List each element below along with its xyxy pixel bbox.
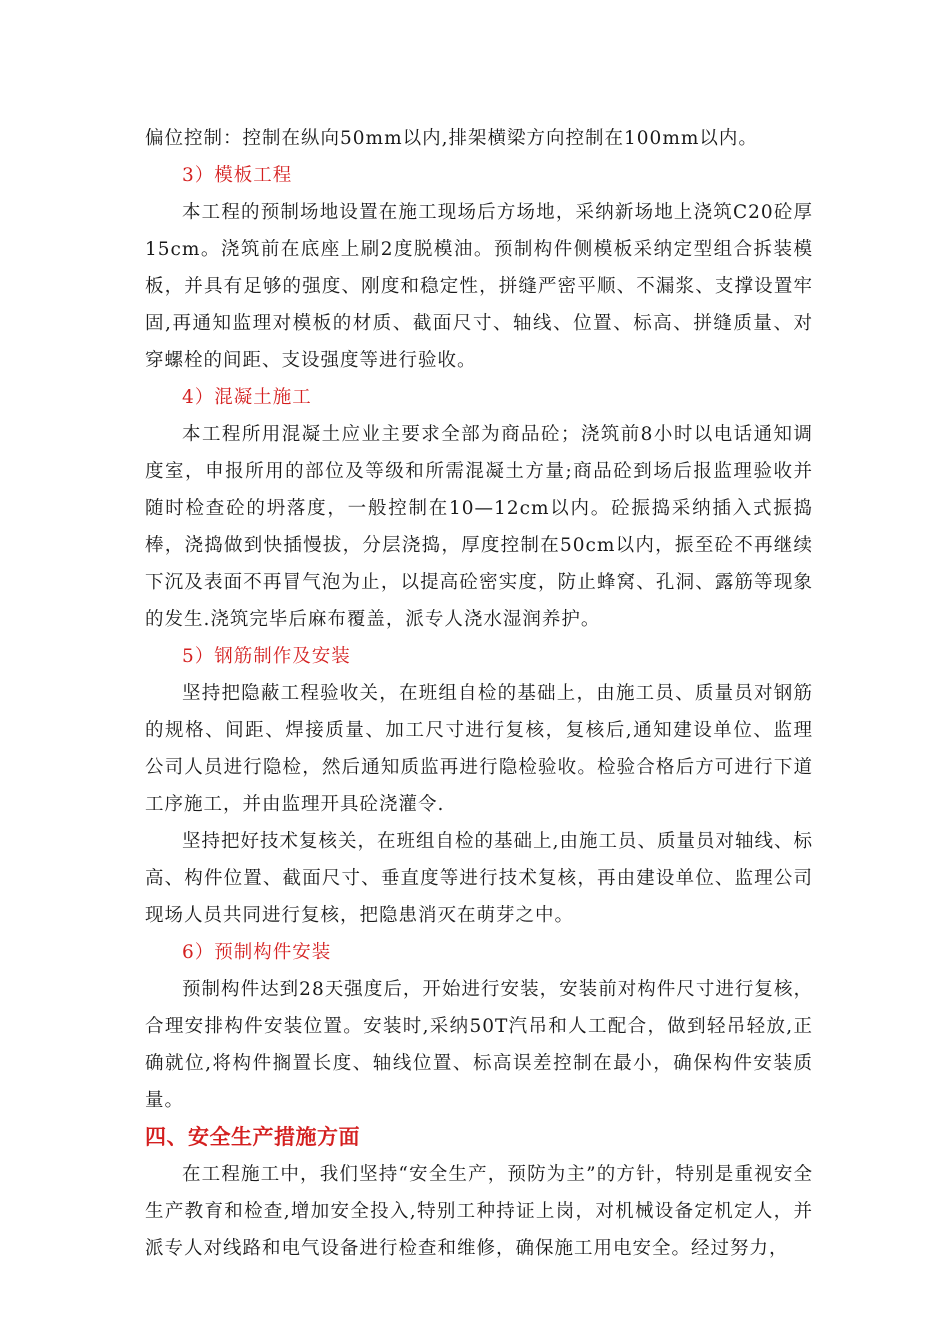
subheading-precast-install: 6）预制构件安装 — [182, 942, 332, 963]
intro-paragraph: 偏位控制：控制在纵向50mm以内,排架横梁方向控制在100mm以内。 — [145, 128, 758, 149]
rebar-paragraph-1: 坚持把隐蔽工程验收关，在班组自检的基础上，由施工员、质量员对钢筋的规格、间距、焊接质量、加工尺寸进行复核，复核后,通知建设单位、监理公司人员进行隐检，然后通知质监再进行隐检验收。检验合格后方可进行下道工序施工，并由监理开具砼浇灌令. — [145, 683, 813, 815]
formwork-paragraph: 本工程的预制场地设置在施工现场后方场地，采纳新场地上浇筑C20砼厚15cm。浇筑前在底座上刷2度脱模油。预制构件侧模板采纳定型组合拆装模板，并具有足够的强度、刚度和稳定性，拼缝严密平顺、不漏浆、支撑设置牢固,再通知监理对模板的材质、截面尺寸、轴线、位置、标高、拼缝质量、对穿螺栓的间距、支设强度等进行验收。 — [145, 202, 813, 371]
subheading-concrete: 4）混凝土施工 — [182, 387, 312, 408]
rebar-paragraph-2: 坚持把好技术复核关，在班组自检的基础上,由施工员、质量员对轴线、标高、构件位置、截面尺寸、垂直度等进行技术复核，再由建设单位、监理公司现场人员共同进行复核，把隐患消灭在萌芽之中。 — [145, 831, 813, 926]
document-body — [145, 120, 813, 1267]
subheading-formwork: 3）模板工程 — [182, 165, 293, 186]
section-heading-safety: 四、安全生产措施方面 — [145, 1125, 360, 1149]
safety-paragraph: 在工程施工中，我们坚持“安全生产，预防为主”的方针，特别是重视安全生产教育和检查,增加安全投入,特别工种持证上岗，对机械设备定机定人，并派专人对线路和电气设备进行检查和维修，确保施工用电安全。经过努力， — [145, 1164, 813, 1259]
subheading-rebar: 5）钢筋制作及安装 — [182, 646, 351, 667]
concrete-paragraph: 本工程所用混凝土应业主要求全部为商品砼；浇筑前8小时以电话通知调度室，申报所用的部位及等级和所需混凝土方量;商品砼到场后报监理验收并随时检查砼的坍落度，一般控制在10—12cm以内。砼振捣采纳插入式振捣棒，浇捣做到快插慢拔，分层浇捣，厚度控制在50cm以内，振至砼不再继续下沉及表面不再冒气泡为止，以提高砼密实度，防止蜂窝、孔洞、露筋等现象的发生.浇筑完毕后麻布覆盖，派专人浇水湿润养护。 — [145, 424, 813, 630]
precast-install-paragraph: 预制构件达到28天强度后，开始进行安装，安装前对构件尺寸进行复核，合理安排构件安装位置。安装时,采纳50T汽吊和人工配合，做到轻吊轻放,正确就位,将构件搁置长度、轴线位置、标高误差控制在最小，确保构件安装质量。 — [145, 979, 813, 1111]
